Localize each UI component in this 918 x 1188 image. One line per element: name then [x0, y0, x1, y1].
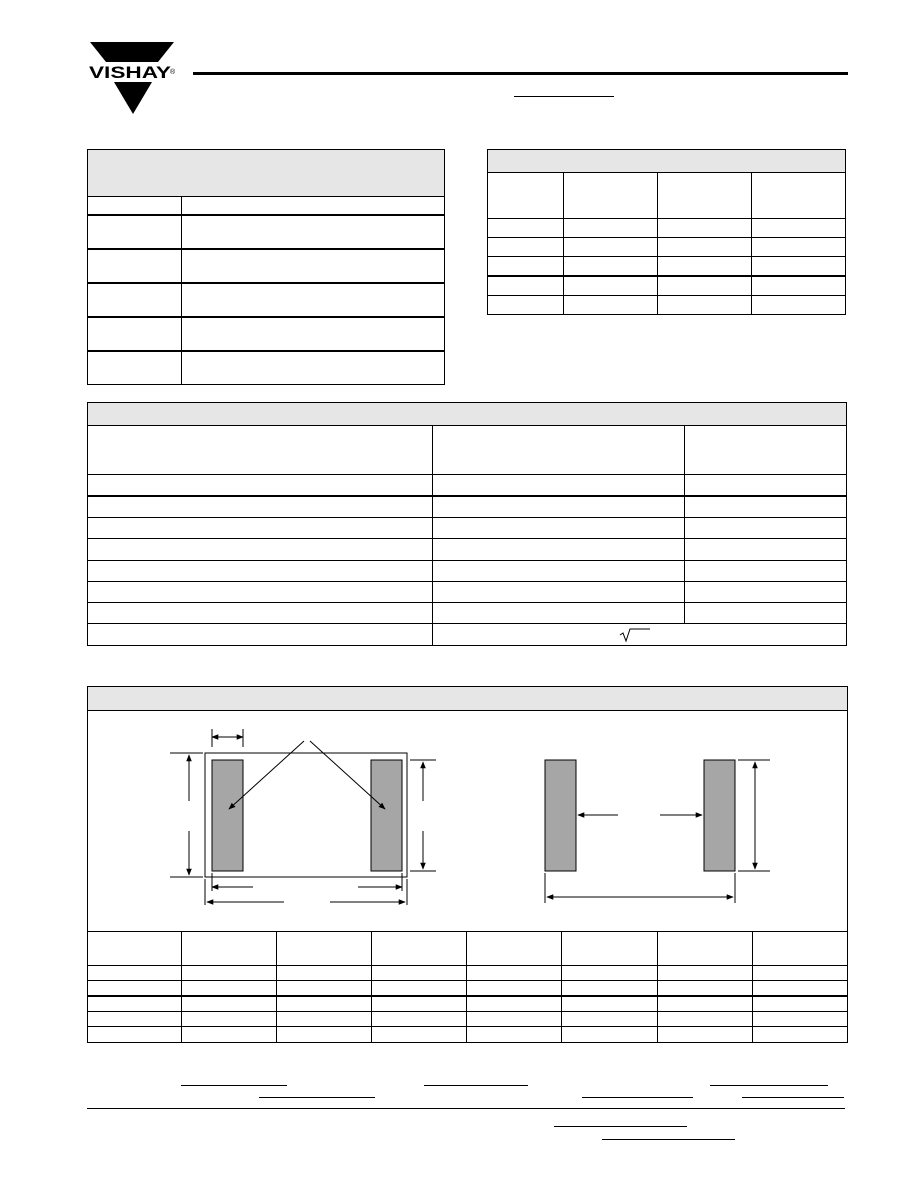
footer-rule — [87, 1108, 845, 1109]
dim-table-col-line — [466, 931, 467, 1042]
dim-table-col-line — [371, 931, 372, 1042]
vishay-logo — [86, 40, 178, 116]
dim-table-row-line — [88, 1011, 847, 1012]
dim-table-col-line — [657, 931, 658, 1042]
table-packaging-row-line — [488, 218, 845, 219]
dim-table-col-line — [561, 931, 562, 1042]
table-land-pattern — [87, 686, 848, 1043]
table-electrical-header — [88, 403, 846, 426]
table-electrical — [87, 402, 847, 646]
table-packaging — [487, 149, 846, 315]
dim-table-row-line — [88, 980, 847, 981]
table-electrical-col-line — [684, 426, 685, 623]
land-pattern-drawing — [88, 711, 847, 931]
dim-table-col-line — [752, 931, 753, 1042]
table-ordering-subheader-line — [88, 214, 444, 216]
square-root-formula — [618, 625, 652, 643]
dim-table-row-line — [88, 995, 847, 997]
table-packaging-col-line — [563, 173, 564, 314]
table-electrical-row-line — [88, 495, 846, 497]
footer-link-5[interactable] — [582, 1097, 693, 1098]
table-electrical-row-line — [88, 517, 846, 518]
footer-link-8[interactable] — [602, 1139, 735, 1140]
footer-link-6[interactable] — [742, 1097, 844, 1098]
pad-right-b — [704, 760, 735, 871]
table-ordering-col-line — [181, 197, 182, 384]
table-land-pattern-header — [88, 687, 847, 711]
dim-table-top-line — [88, 931, 847, 932]
logo-registered-mark: ® — [170, 69, 176, 76]
pad-left-a — [212, 760, 243, 871]
table-ordering-row-line — [88, 350, 444, 352]
table-packaging-row-line — [488, 275, 845, 277]
logo-triangle-bottom — [114, 82, 152, 114]
dim-table-row-line — [88, 1026, 847, 1027]
table-electrical-row-line — [88, 623, 846, 624]
table-electrical-col-line — [432, 426, 433, 645]
table-packaging-col-line — [657, 173, 658, 314]
table-electrical-row-line — [88, 560, 846, 561]
header-rule — [193, 72, 848, 75]
table-electrical-row-line — [88, 581, 846, 582]
table-electrical-row-line — [88, 602, 846, 603]
table-packaging-row-line — [488, 237, 845, 238]
footer-link-3[interactable] — [710, 1085, 828, 1086]
table-ordering-row-line — [88, 316, 444, 318]
footer-link-4[interactable] — [259, 1097, 375, 1098]
table-ordering-header — [88, 150, 444, 197]
document-number-link[interactable] — [514, 96, 614, 97]
table-ordering-row-line — [88, 248, 444, 250]
table-packaging-row-line — [488, 295, 845, 296]
table-packaging-header — [488, 150, 845, 173]
dim-table-col-line — [276, 931, 277, 1042]
dim-table-row-line — [88, 965, 847, 966]
table-ordering-row-line — [88, 282, 444, 284]
footer-link-7[interactable] — [554, 1126, 687, 1127]
footer-link-1[interactable] — [181, 1085, 287, 1086]
table-packaging-row-line — [488, 256, 845, 257]
table-electrical-row-line — [88, 538, 846, 539]
logo-wordmark: VISHAY — [89, 63, 172, 82]
pad-right-a — [371, 760, 402, 871]
footer-link-2[interactable] — [424, 1085, 528, 1086]
logo-triangle-top — [90, 42, 174, 62]
table-ordering — [87, 149, 445, 385]
pad-left-b — [545, 760, 576, 871]
table-electrical-row-line — [88, 474, 846, 475]
dim-table-col-line — [181, 931, 182, 1042]
table-packaging-col-line — [751, 173, 752, 314]
